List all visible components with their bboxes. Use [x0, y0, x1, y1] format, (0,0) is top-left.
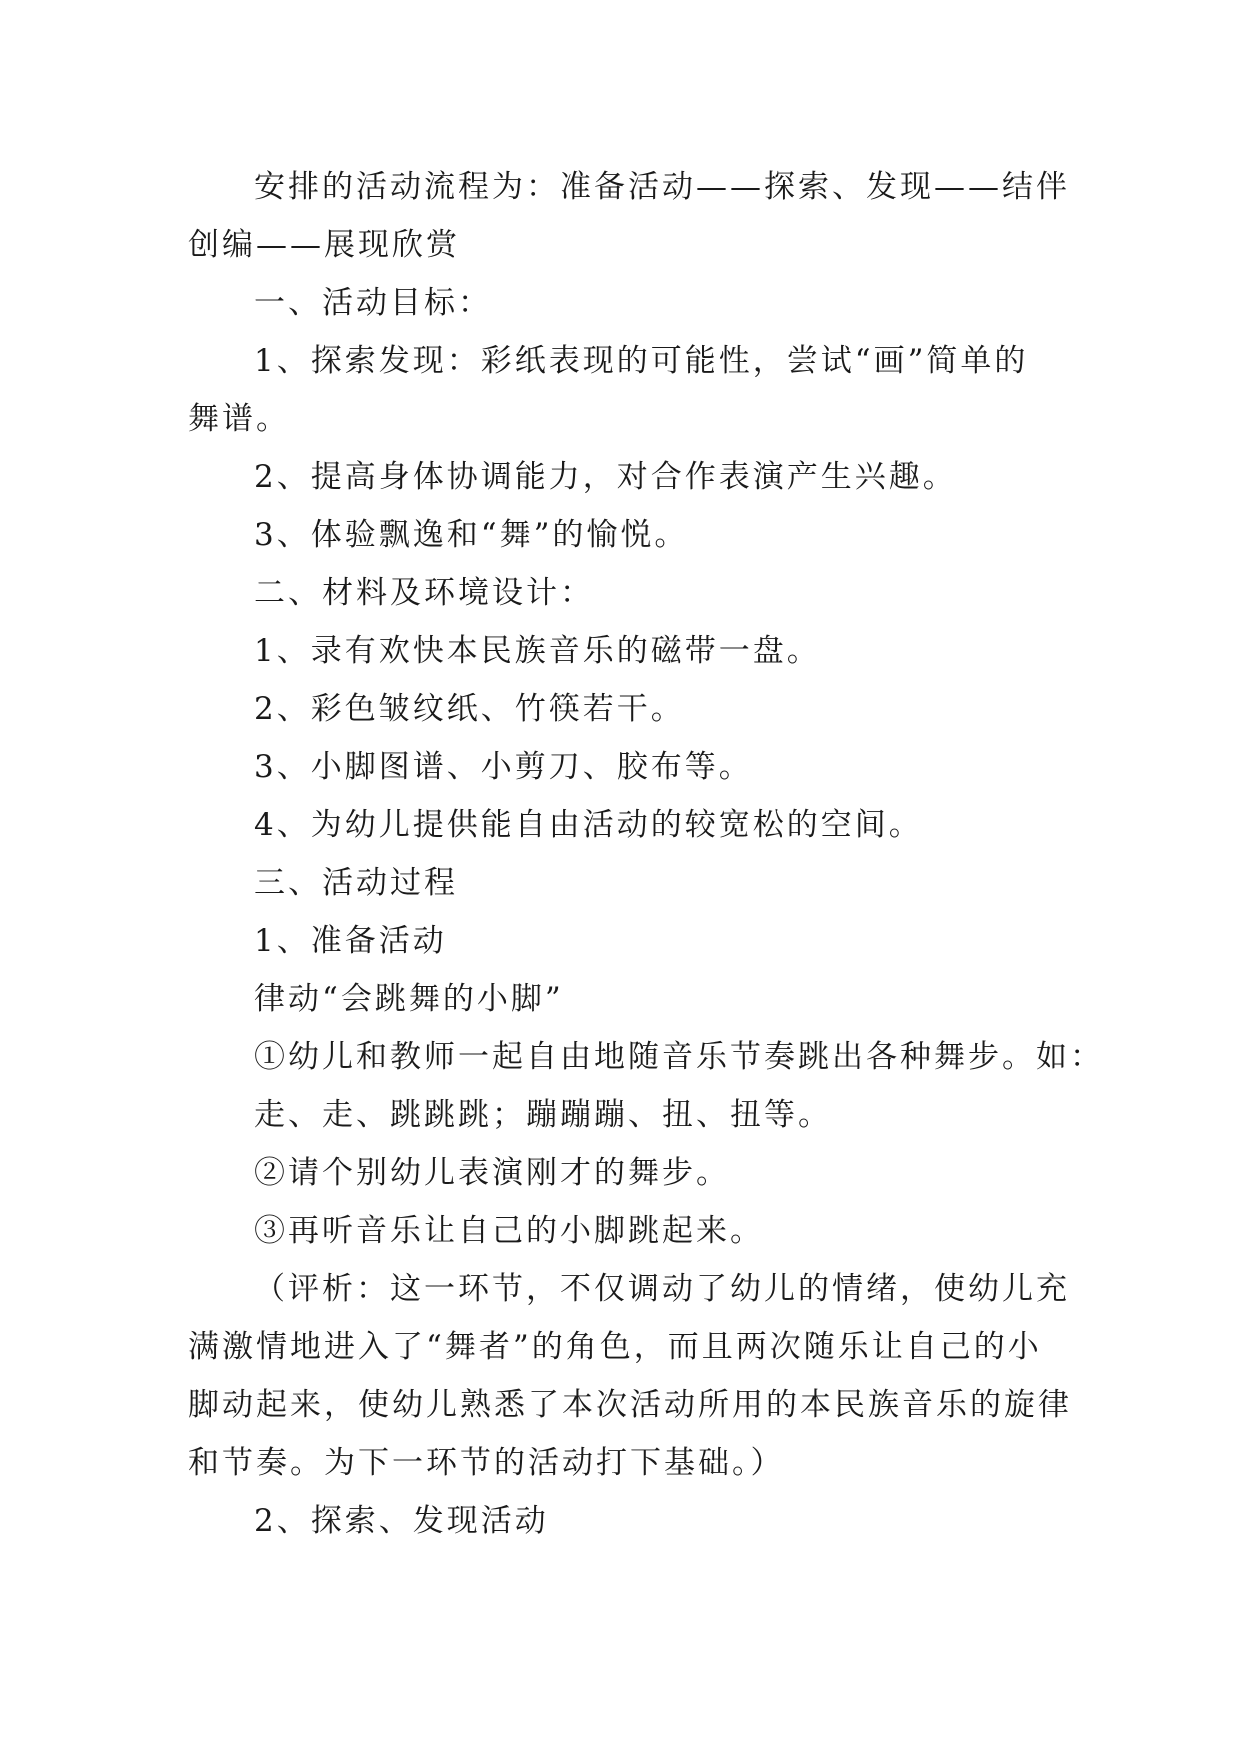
goal-item-2 — [188, 448, 1048, 506]
text-line: ②请个别幼儿表演刚才的舞步。 — [254, 1155, 730, 1191]
text-line: 2、探索、发现活动 — [254, 1503, 549, 1539]
text-line: 律动“会跳舞的小脚” — [254, 981, 564, 1017]
commentary-line-2 — [188, 1318, 1048, 1376]
text-line: 2、提高身体协调能力，对合作表演产生兴趣。 — [254, 459, 957, 495]
paragraph-activity-flow — [188, 158, 1070, 216]
commentary-line-4 — [188, 1434, 1048, 1492]
material-item-2 — [188, 680, 1048, 738]
commentary-line-1 — [188, 1260, 1070, 1318]
process-substep-2 — [188, 1144, 1048, 1202]
text-line: 4、为幼儿提供能自由活动的较宽松的空间。 — [254, 807, 923, 843]
text-line: 舞谱。 — [188, 401, 290, 437]
text-line: 创编——展现欣赏 — [188, 227, 460, 263]
text-line: 脚动起来，使幼儿熟悉了本次活动所用的本民族音乐的旋律 — [188, 1387, 1072, 1423]
process-substep-3 — [188, 1202, 1048, 1260]
text-line: 和节奏。为下一环节的活动打下基础。） — [188, 1445, 785, 1481]
text-line: 走、走、跳跳跳；蹦蹦蹦、扭、扭等。 — [254, 1097, 832, 1133]
goal-item-3 — [188, 506, 1048, 564]
text-line: 3、小脚图谱、小剪刀、胶布等。 — [254, 749, 753, 785]
text-line: （评析：这一环节，不仅调动了幼儿的情绪，使幼儿充 — [254, 1271, 1070, 1307]
text-line: 二、材料及环境设计： — [254, 575, 594, 611]
commentary-line-3 — [188, 1376, 1072, 1434]
text-line: ①幼儿和教师一起自由地随音乐节奏跳出各种舞步。如： — [254, 1039, 1104, 1075]
material-item-4 — [188, 796, 1048, 854]
text-line: 三、活动过程 — [254, 865, 458, 901]
rhythm-title — [188, 970, 1048, 1028]
text-line: 1、准备活动 — [254, 923, 447, 959]
text-line: 3、体验飘逸和“舞”的愉悦。 — [254, 517, 689, 553]
goal-item-1 — [188, 332, 1048, 390]
text-line: 1、录有欢快本民族音乐的磁带一盘。 — [254, 633, 821, 669]
goal-item-1-cont — [188, 390, 1048, 448]
section-heading-goals — [188, 274, 1048, 332]
text-line: 安排的活动流程为：准备活动——探索、发现——结伴 — [254, 169, 1070, 205]
paragraph-activity-flow-cont — [188, 216, 1048, 274]
section-heading-materials — [188, 564, 1048, 622]
process-substep-1-cont — [188, 1086, 1048, 1144]
material-item-1 — [188, 622, 1048, 680]
material-item-3 — [188, 738, 1048, 796]
process-step-1-heading — [188, 912, 1048, 970]
text-line: 满激情地进入了“舞者”的角色，而且两次随乐让自己的小 — [188, 1329, 1042, 1365]
text-line: 2、彩色皱纹纸、竹筷若干。 — [254, 691, 685, 727]
process-substep-1 — [188, 1028, 1104, 1086]
section-heading-process — [188, 854, 1048, 912]
document-body — [188, 158, 1104, 1550]
process-step-2-heading — [188, 1492, 1048, 1550]
text-line: 1、探索发现：彩纸表现的可能性，尝试“画”简单的 — [254, 343, 1029, 379]
text-line: ③再听音乐让自己的小脚跳起来。 — [254, 1213, 764, 1249]
text-line: 一、活动目标： — [254, 285, 492, 321]
